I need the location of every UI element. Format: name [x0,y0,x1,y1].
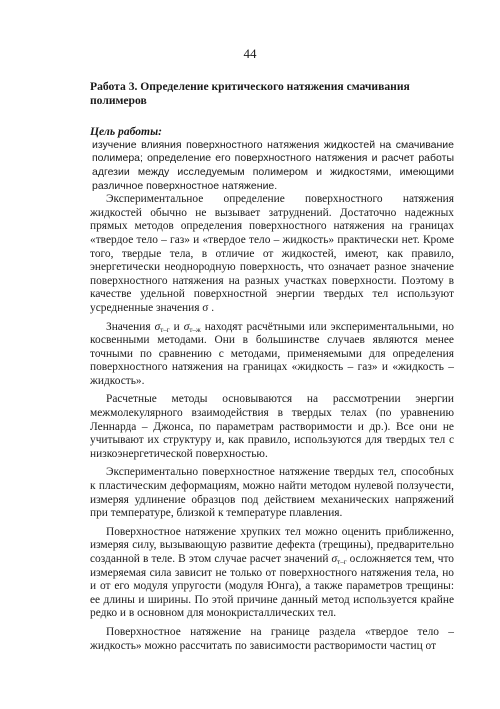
section-title: Работа 3. Определение критического натяжения смачивания полимеров [90,80,410,107]
page-number: 44 [243,46,257,61]
sigma-symbol: σ [331,553,338,565]
goal-text: изучение влияния поверхностного натяжения жидкостей на смачивание полимера; определение его поверхностного натяжения и расчет работы адгезии между исследуемым полимером и жидкостями, имеющими различное поверхностное натяжение. [92,138,454,192]
goal-heading: Цель работы: [90,125,162,139]
sigma-symbol: σ [183,320,190,333]
paragraph-1: Экспериментальное определение поверхностного натяжения жидкостей обычно не вызывает затруднений. Достаточно надежных прямых методов определения поверхностного натяжения на границах «твердое тело – газ» и «твердое тело – жидкость» практически нет. Кроме того, твердые тела, в отличие от жидкостей, имеют, как правило, энергетически неоднородную поверхность, что означает разное значение поверхностного натяжения на разных участках поверхности. Поэтому в качестве удельной поверхностной энергии твердых тел используют усредненные значения σ . [90,193,454,314]
paragraph-4: Экспериментально поверхностное натяжение твердых тел, способных к пластическим деформациям, можно найти методом нулевой ползучести, измеряя удлинение образцов под действием механических напряжений при температуре, близкой к температуре плавления. [90,466,454,520]
sigma-subscript: т–г [160,325,170,334]
sigma-subscript: т–ж [189,325,201,334]
sigma-subscript: т–г [337,558,347,566]
paragraph-2-mid: и [169,320,184,333]
paragraph-3: Расчетные методы основываются на рассмотрении энергии межмолекулярного взаимодействия в твердых телах (по уравнению Леннарда – Джонса, по параметрам растворимости и др.). Все они не учитывают их структуру и, как правило, используются для твердых тел с низкоэнергетической поверхностью. [90,393,454,460]
paragraph-2-post: находят расчётными или экспериментальными, но косвенными методами. Они в большинстве случаев являются менее точными по сравнению с методами, применяемыми для определения поверхностного натяжения на границах «жидкость – газ» и «жидкость – жидкость». [90,320,454,387]
paragraph-5-pre: Поверхностное натяжение хрупких тел можно оценить приближенно, измеряя силу, вызывающую развитие дефекта (трещины), предварительно созданной в теле. В этом случае расчет значений [90,525,454,565]
paragraph-2-pre: Значения [106,320,155,333]
sigma-symbol: σ [154,320,161,333]
paragraph-6: Поверхностное натяжение на границе раздела «твердое тело – жидкость» можно рассчитать по зависимости растворимости частиц от [90,625,454,652]
paragraph-5-post: осложняется тем, что измеряемая сила зависит не только от поверхностного натяжения тела, но и от его модуля упругости (модуля Юнга), а также параметров трещины: ее длины и ширины. По этой причине данный метод используется крайне редко и в основном для монокристаллических тел. [90,553,455,620]
paragraph-2 [90,321,454,389]
paragraph-5 [90,526,454,621]
page-content [90,80,454,653]
